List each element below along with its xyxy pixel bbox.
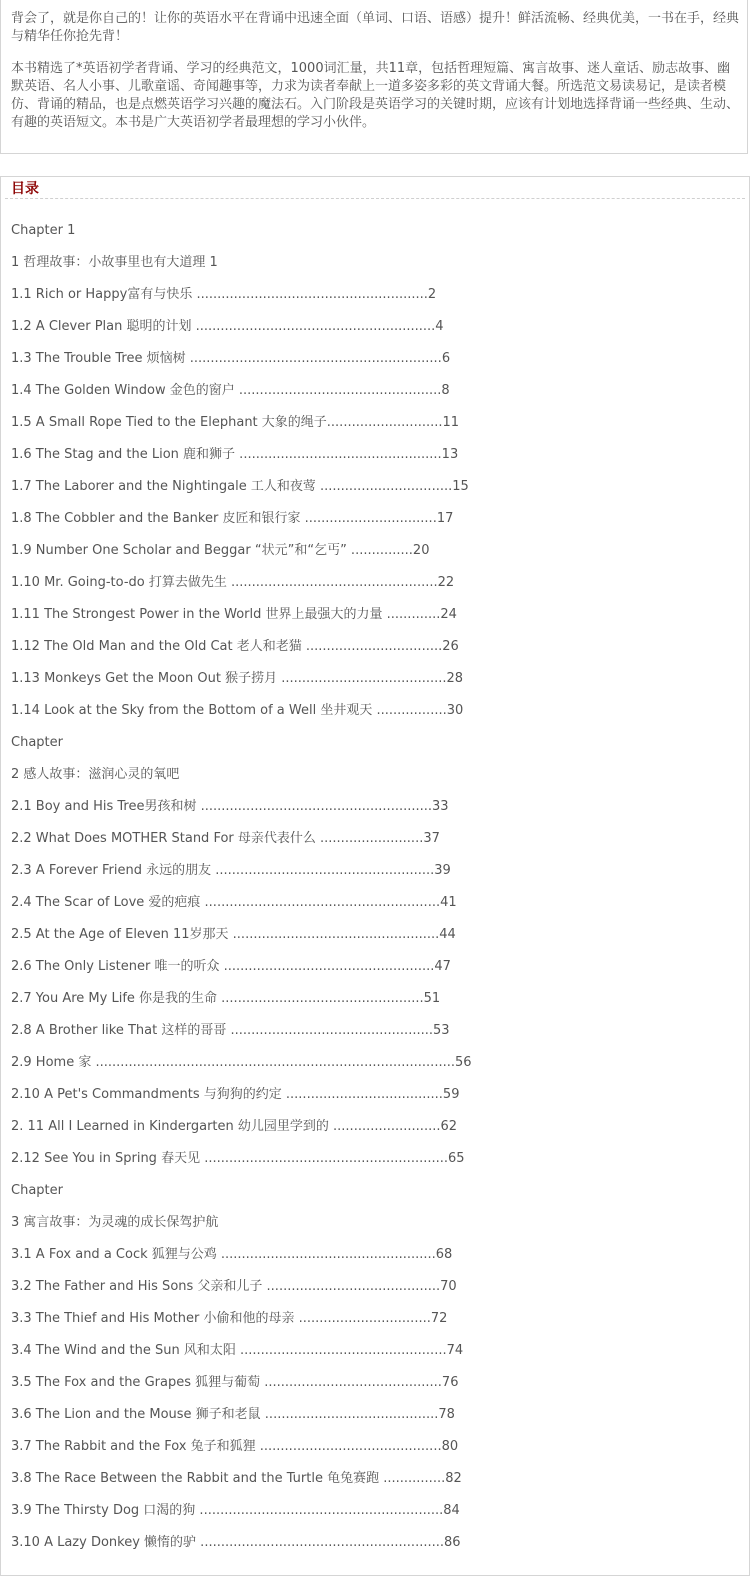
toc-entry[interactable] — [11, 1047, 731, 1079]
toc-entry-text[interactable]: 1.11 The Strongest Power in the World 世界上最强大的力量 .............24 — [11, 607, 457, 622]
toc-entry-text[interactable]: 3.3 The Thief and His Mother 小偷和他的母亲 ................................72 — [11, 1311, 448, 1326]
toc-entry-text[interactable]: 3 寓言故事：为灵魂的成长保驾护航 — [11, 1215, 219, 1230]
toc-entry[interactable] — [11, 279, 731, 311]
toc-entry-text[interactable]: 2.12 See You in Spring 春天见 ...........................................................65 — [11, 1151, 465, 1166]
toc-entry-text[interactable]: 1.14 Look at the Sky from the Bottom of a Well 坐井观天 .................30 — [11, 703, 464, 718]
toc-entry[interactable] — [11, 1527, 731, 1559]
toc-entry-text[interactable]: 3.6 The Lion and the Mouse 狮子和老鼠 ..........................................78 — [11, 1407, 455, 1422]
toc-entry[interactable] — [11, 503, 731, 535]
toc-entry[interactable] — [11, 1431, 731, 1463]
toc-entry-text[interactable]: 1.5 A Small Rope Tied to the Elephant 大象的绳子............................11 — [11, 415, 460, 430]
toc-entry-text[interactable]: 1.12 The Old Man and the Old Cat 老人和老猫 .................................26 — [11, 639, 459, 654]
toc-entry[interactable] — [11, 407, 731, 439]
toc-entry[interactable] — [11, 983, 731, 1015]
toc-entry-text[interactable]: 1.8 The Cobbler and the Banker 皮匠和银行家 ................................17 — [11, 511, 454, 526]
toc-entry-text[interactable]: 2.7 You Are My Life 你是我的生命 .................................................51 — [11, 991, 441, 1006]
toc-entry[interactable] — [11, 439, 731, 471]
toc-title-divider — [5, 198, 745, 199]
toc-entry-text[interactable]: 1 哲理故事：小故事里也有大道理 1 — [11, 255, 218, 270]
toc-entry[interactable] — [11, 1015, 731, 1047]
intro-paragraph-1: 背会了，就是你自己的！让你的英语水平在背诵中迅速全面（单词、口语、语感）提升！鲜活流畅、经典优美，一书在手，经典与精华任你抢先背！ — [11, 11, 740, 44]
toc-entry[interactable] — [11, 311, 731, 343]
toc-entry[interactable] — [11, 1111, 731, 1143]
toc-entry[interactable] — [11, 919, 731, 951]
toc-entry[interactable] — [11, 631, 731, 663]
toc-entry-text[interactable]: Chapter 1 — [11, 223, 76, 238]
toc-list — [11, 215, 731, 1559]
toc-entry[interactable] — [11, 1399, 731, 1431]
toc-entry[interactable] — [11, 343, 731, 375]
toc-entry[interactable] — [11, 791, 731, 823]
toc-entry-text[interactable]: 2.3 A Forever Friend 永远的朋友 .....................................................39 — [11, 863, 451, 878]
table-of-contents-panel — [0, 176, 750, 1576]
toc-entry-text[interactable]: 2.2 What Does MOTHER Stand For 母亲代表什么 .........................37 — [11, 831, 440, 846]
toc-entry[interactable] — [11, 1079, 731, 1111]
book-intro-panel — [0, 0, 748, 154]
toc-entry-text[interactable]: 1.6 The Stag and the Lion 鹿和狮子 .................................................13 — [11, 447, 459, 462]
toc-entry-text[interactable]: 1.9 Number One Scholar and Beggar “状元”和“乞丐” ...............20 — [11, 543, 430, 558]
toc-entry[interactable] — [11, 1207, 731, 1239]
toc-entry-text[interactable]: 1.4 The Golden Window 金色的窗户 .................................................8 — [11, 383, 450, 398]
toc-entry-text[interactable]: 2.9 Home 家 .......................................................................................56 — [11, 1055, 472, 1070]
toc-entry[interactable] — [11, 727, 731, 759]
toc-entry[interactable] — [11, 1175, 731, 1207]
toc-entry[interactable] — [11, 887, 731, 919]
toc-entry-text[interactable]: 3.9 The Thirsty Dog 口渴的狗 ...........................................................84 — [11, 1503, 460, 1518]
toc-entry[interactable] — [11, 1367, 731, 1399]
toc-entry-text[interactable]: 1.13 Monkeys Get the Moon Out 猴子捞月 ........................................28 — [11, 671, 464, 686]
toc-entry-text[interactable]: 3.7 The Rabbit and the Fox 兔子和狐狸 ............................................80 — [11, 1439, 459, 1454]
toc-entry[interactable] — [11, 567, 731, 599]
toc-entry[interactable] — [11, 1271, 731, 1303]
toc-entry[interactable] — [11, 247, 731, 279]
toc-entry[interactable] — [11, 1239, 731, 1271]
toc-entry-text[interactable]: 3.8 The Race Between the Rabbit and the Turtle 龟兔赛跑 ...............82 — [11, 1471, 462, 1486]
toc-entry-text[interactable]: 3.10 A Lazy Donkey 懒惰的驴 ...........................................................86 — [11, 1535, 461, 1550]
toc-entry-text[interactable]: 3.1 A Fox and a Cock 狐狸与公鸡 ....................................................68 — [11, 1247, 453, 1262]
toc-entry[interactable] — [11, 695, 731, 727]
toc-entry-text[interactable]: 2.1 Boy and His Tree男孩和树 ........................................................33 — [11, 799, 449, 814]
toc-entry-text[interactable]: 1.10 Mr. Going-to-do 打算去做先生 ..................................................22 — [11, 575, 455, 590]
toc-entry-text[interactable]: 3.5 The Fox and the Grapes 狐狸与葡萄 ...........................................76 — [11, 1375, 459, 1390]
toc-entry-text[interactable]: 1.2 A Clever Plan 聪明的计划 ..........................................................4 — [11, 319, 444, 334]
toc-entry-text[interactable]: 2.10 A Pet's Commandments 与狗狗的约定 ......................................59 — [11, 1087, 460, 1102]
toc-entry[interactable] — [11, 759, 731, 791]
toc-entry-text[interactable]: 2.6 The Only Listener 唯一的听众 ...................................................47 — [11, 959, 451, 974]
toc-entry-text[interactable]: 2.5 At the Age of Eleven 11岁那天 ..................................................44 — [11, 927, 456, 942]
toc-entry-text[interactable]: 2. 11 All I Learned in Kindergarten 幼儿园里学到的 ..........................62 — [11, 1119, 458, 1134]
toc-entry-text[interactable]: Chapter — [11, 735, 63, 750]
toc-entry[interactable] — [11, 215, 731, 247]
toc-entry[interactable] — [11, 471, 731, 503]
toc-entry-text[interactable]: 1.3 The Trouble Tree 烦恼树 .............................................................6 — [11, 351, 451, 366]
toc-entry[interactable] — [11, 855, 731, 887]
toc-entry-text[interactable]: 1.1 Rich or Happy富有与快乐 ........................................................2 — [11, 287, 437, 302]
toc-entry-text[interactable]: 3.2 The Father and His Sons 父亲和儿子 ..........................................70 — [11, 1279, 457, 1294]
toc-entry[interactable] — [11, 599, 731, 631]
toc-entry-text[interactable]: 2.4 The Scar of Love 爱的疤痕 .........................................................41 — [11, 895, 457, 910]
toc-entry[interactable] — [11, 1303, 731, 1335]
toc-entry[interactable] — [11, 1495, 731, 1527]
toc-entry-text[interactable]: 1.7 The Laborer and the Nightingale 工人和夜莺 ................................15 — [11, 479, 469, 494]
toc-entry-text[interactable]: 3.4 The Wind and the Sun 风和太阳 ..................................................74 — [11, 1343, 464, 1358]
toc-entry-text[interactable]: 2 感人故事：滋润心灵的氧吧 — [11, 767, 180, 782]
toc-entry[interactable] — [11, 535, 731, 567]
toc-entry[interactable] — [11, 1143, 731, 1175]
toc-entry[interactable] — [11, 823, 731, 855]
toc-entry[interactable] — [11, 1463, 731, 1495]
toc-entry[interactable] — [11, 375, 731, 407]
toc-title: 目录 — [11, 181, 39, 197]
toc-entry[interactable] — [11, 1335, 731, 1367]
toc-entry[interactable] — [11, 951, 731, 983]
toc-entry-text[interactable]: Chapter — [11, 1183, 63, 1198]
toc-entry[interactable] — [11, 663, 731, 695]
intro-paragraph-2: 本书精选了*英语初学者背诵、学习的经典范文，1000词汇量，共11章，包括哲理短篇、寓言故事、迷人童话、励志故事、幽默英语、名人小事、儿歌童谣、奇闻趣事等，力求为读者奉献上一道多姿多彩的英文背诵大餐。所选范文易读易记，是读者模仿、背诵的精品，也是点燃英语学习兴趣的魔法石。入门阶段是英语学习的关键时期，应该有计划地选择背诵一些经典、生动、有趣的英语短文。本书是广大英语初学者最理想的学习小伙伴。 — [11, 61, 740, 130]
toc-entry-text[interactable]: 2.8 A Brother like That 这样的哥哥 .................................................53 — [11, 1023, 450, 1038]
